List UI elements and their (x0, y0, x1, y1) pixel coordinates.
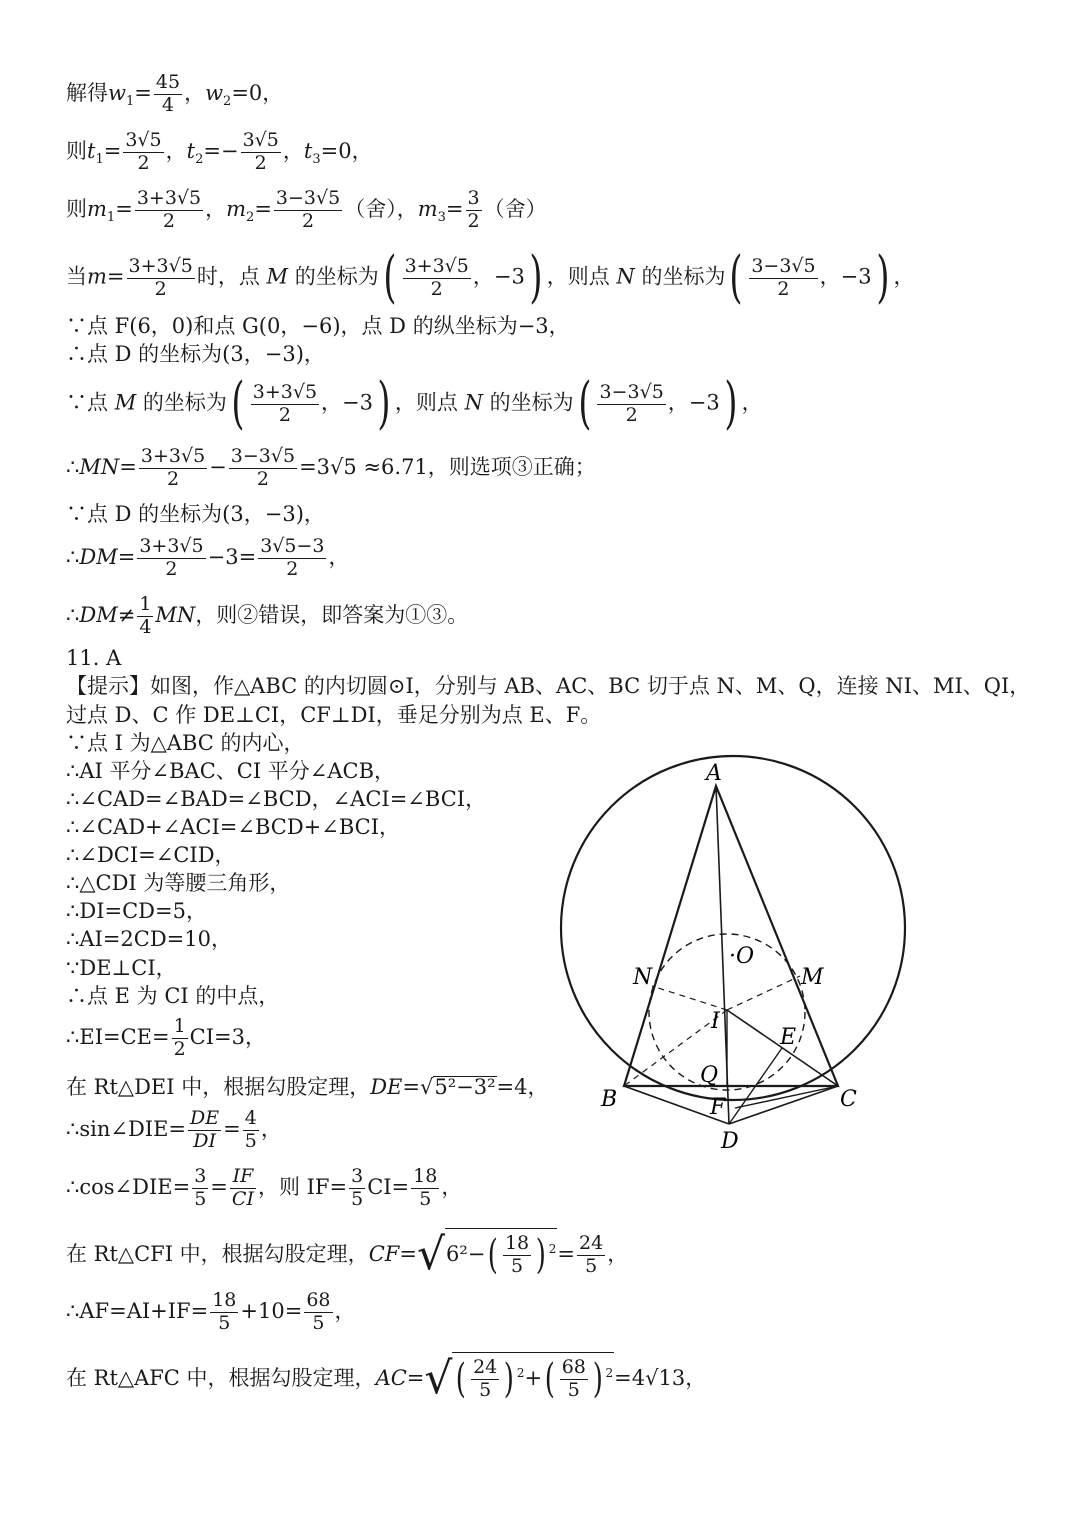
proof-line-14 (66, 1166, 462, 1211)
proof-line-7: ∴DI=CD=5， (66, 899, 207, 923)
text: 在 Rt△AFC 中，根据勾股定理， (66, 1365, 376, 1390)
numerator: 18 (212, 1289, 237, 1311)
text: 时，点 (196, 264, 260, 289)
fraction (241, 130, 281, 175)
text: = (406, 1365, 425, 1390)
denominator: 4 (139, 615, 152, 638)
proof-line-13 (66, 1108, 282, 1153)
text: =3√5 ≈6.71，则选项③正确； (299, 454, 596, 479)
text: = (402, 1075, 420, 1099)
text: ， (607, 1241, 629, 1266)
numerator: 68 (561, 1356, 586, 1378)
label-o: ·O (729, 944, 755, 969)
denominator: 2 (256, 467, 269, 490)
denominator: 5 (511, 1254, 524, 1277)
var: w (108, 80, 126, 105)
denominator: 5 (194, 1187, 207, 1210)
text: ， (741, 390, 763, 415)
numerator: 1 (173, 1015, 186, 1037)
numerator: 3+3√5 (252, 380, 318, 403)
paren: ) (535, 1232, 547, 1279)
fraction (210, 1290, 238, 1335)
solution-line-8 (66, 446, 596, 491)
fraction (503, 1233, 531, 1278)
numerator: 3+3√5 (404, 254, 469, 277)
numerator: 3 (194, 1165, 207, 1187)
fraction (243, 1108, 259, 1153)
var: N (464, 390, 483, 415)
proof-line-5: ∴∠DCI=∠CID， (66, 843, 236, 867)
text: ∴ (66, 454, 80, 479)
fraction (471, 1357, 499, 1402)
numerator: 68 (306, 1289, 331, 1311)
text: 则 (66, 138, 87, 163)
numerator: 3 (467, 187, 480, 209)
text: =0， (320, 138, 373, 163)
text: 的坐标为 (142, 390, 227, 415)
fraction (137, 594, 153, 639)
line-mi (727, 976, 800, 1010)
paren: ( (231, 371, 245, 436)
text: 当 (66, 264, 87, 289)
text: = (557, 1241, 576, 1266)
text: ，−3 (667, 390, 720, 415)
hint-line-2: 过点 D、C 作 DE⊥CI，CF⊥DI，垂足分别为点 E、F。 (66, 703, 602, 727)
paren: ) (724, 371, 738, 436)
denominator: DI (193, 1129, 216, 1152)
text: ，则点 (394, 390, 458, 415)
text: ∴EI=CE= (66, 1024, 170, 1049)
var: t (87, 138, 96, 163)
numerator: 3−3√5 (751, 254, 816, 277)
sqrt-sign: √ (416, 1229, 445, 1281)
var: MN (79, 454, 120, 479)
var: w (205, 80, 224, 105)
fraction (154, 72, 182, 117)
solution-line-11 (66, 594, 468, 639)
text: ， (165, 138, 187, 163)
subscript: 2 (246, 210, 255, 226)
denominator: 2 (162, 209, 175, 232)
denominator: 2 (286, 557, 299, 580)
numerator: 18 (504, 1232, 530, 1254)
proof-line-17 (66, 1352, 707, 1405)
text: 的坐标为 (641, 264, 726, 289)
text: ，则②错误，即答案为①③。 (195, 602, 469, 627)
paren: ( (383, 245, 397, 310)
label-a: A (706, 761, 722, 786)
numerator: IF (230, 1166, 256, 1189)
proof-line-4: ∴∠CAD+∠ACI=∠BCD+∠BCI， (66, 815, 401, 839)
text: 在 Rt△CFI 中，根据勾股定理， (66, 1241, 369, 1266)
paren: ) (529, 245, 543, 310)
var: N (616, 264, 635, 289)
var: DM (79, 602, 118, 627)
label-c: C (840, 1087, 857, 1112)
fraction (137, 536, 205, 581)
denominator: 5 (218, 1311, 231, 1334)
numerator: 3+3√5 (128, 254, 193, 277)
paren: ) (377, 371, 391, 436)
denominator: 2 (254, 151, 267, 174)
denominator: 5 (244, 1129, 257, 1152)
var: M (114, 390, 137, 415)
text: 的坐标为 (294, 264, 379, 289)
text: 在 Rt△DEI 中，根据勾股定理， (66, 1075, 371, 1099)
label-q: Q (700, 1063, 719, 1088)
numerator: 3+3√5 (136, 187, 202, 209)
text: +10= (240, 1298, 303, 1323)
text: 6²− (445, 1241, 486, 1266)
subscript: 1 (125, 94, 135, 110)
label-f: F (710, 1095, 726, 1120)
text: = (210, 1174, 228, 1199)
denominator: CI (231, 1187, 254, 1210)
denominator: 2 (137, 151, 150, 174)
text: = (103, 138, 122, 163)
denominator: 2 (467, 209, 480, 232)
denominator: 5 (479, 1378, 492, 1401)
var: AC (375, 1365, 407, 1390)
text: ， (441, 1174, 463, 1199)
subscript: 1 (106, 210, 116, 226)
denominator: 2 (430, 277, 443, 300)
paren: ) (875, 245, 890, 310)
subscript: 3 (312, 152, 321, 168)
fraction (349, 1166, 365, 1211)
solution-line-7 (66, 371, 763, 436)
fraction (274, 188, 342, 233)
fraction (411, 1166, 439, 1211)
text: =4， (496, 1075, 549, 1099)
text: ， (282, 138, 304, 163)
var: M (266, 264, 289, 289)
denominator: 2 (302, 209, 315, 232)
superscript: 2 (516, 1365, 525, 1380)
var: MN (155, 602, 196, 627)
text: CI= (367, 1174, 410, 1199)
text: ，−3 (472, 264, 525, 289)
fraction (466, 188, 482, 233)
var: m (417, 196, 438, 221)
text: ， (328, 544, 350, 569)
numerator: 3−3√5 (230, 445, 296, 467)
text: ， (893, 264, 915, 289)
proof-line-8: ∴AI=2CD=10， (66, 927, 233, 951)
text: = (399, 1241, 417, 1266)
var: m (226, 196, 247, 221)
proof-line-3: ∴∠CAD=∠BAD=∠BCD，∠ACI=∠BCI， (66, 787, 487, 811)
paren: ) (503, 1356, 515, 1403)
denominator: 5 (312, 1311, 325, 1334)
fraction (123, 130, 163, 175)
sqrt-sign: √ (424, 1353, 453, 1405)
text: = (117, 544, 136, 569)
fraction (229, 446, 297, 491)
solution-line-5: ∵点 F(6，0)和点 G(0，−6)，点 D 的纵坐标为−3， (66, 314, 570, 338)
numerator: 3 (351, 1165, 364, 1187)
var: DE (370, 1075, 403, 1099)
subscript: 2 (223, 94, 232, 110)
numerator: 3−3√5 (599, 380, 664, 403)
fraction (135, 188, 203, 233)
text: ∴ (66, 602, 80, 627)
proof-line-1: ∵点 I 为△ABC 的内心， (66, 731, 305, 755)
subscript: 3 (437, 210, 446, 226)
fraction (577, 1233, 605, 1278)
text: ∴cos∠DIE= (66, 1174, 191, 1199)
label-e: E (780, 1025, 797, 1050)
paren: ( (544, 1356, 555, 1403)
radicand: 5²−3² (434, 1075, 496, 1099)
denominator: 2 (625, 403, 638, 426)
fraction (403, 256, 471, 301)
circumcircle (561, 756, 905, 1100)
numerator: 1 (139, 593, 152, 615)
label-n: N (633, 965, 653, 990)
proof-line-16 (66, 1290, 356, 1335)
text: = (254, 196, 272, 221)
solution-line-10 (66, 536, 349, 581)
text: ∵点 (66, 390, 108, 415)
text: ∴AF=AI+IF= (66, 1298, 209, 1323)
text: ，则 IF= (257, 1174, 348, 1199)
denominator: 2 (166, 467, 180, 490)
text: =0， (231, 80, 284, 105)
text: ∴ (66, 544, 80, 569)
sqrt-sign: √ (420, 1075, 434, 1099)
text: 的坐标为 (489, 390, 574, 415)
text: = (115, 196, 133, 221)
triangle-abc (624, 786, 838, 1086)
paren: ( (456, 1356, 467, 1403)
text: ，−3 (321, 390, 374, 415)
fraction (139, 446, 207, 491)
paren: ( (577, 371, 592, 436)
text: ，−3 (819, 264, 872, 289)
numerator: 3√5−3 (260, 535, 325, 557)
paren: ( (729, 245, 743, 310)
superscript: 2 (605, 1365, 614, 1380)
proof-line-15 (66, 1228, 629, 1281)
denominator: 5 (585, 1254, 598, 1277)
text: CI=3， (189, 1024, 266, 1049)
superscript: 2 (548, 1241, 557, 1256)
proof-line-10: ∴点 E 为 CI 的中点， (66, 984, 280, 1008)
text: ≠ (117, 602, 136, 627)
numerator: 3√5 (125, 129, 162, 151)
radicand (452, 1352, 614, 1402)
label-i: I (711, 1009, 720, 1034)
denominator: 2 (278, 403, 291, 426)
line-ni (652, 986, 727, 1010)
var: m (87, 196, 107, 221)
text: + (524, 1365, 543, 1390)
text: 则 (66, 196, 87, 221)
text: = (445, 196, 464, 221)
numerator: 4 (244, 1107, 257, 1129)
proof-line-11 (66, 1016, 266, 1061)
text: = (106, 264, 125, 289)
solution-line-4 (66, 245, 915, 310)
text: = (134, 80, 152, 105)
text: ， (334, 1298, 356, 1323)
denominator: 4 (161, 93, 175, 116)
fraction (230, 1166, 256, 1211)
text: （舍）， (344, 196, 418, 221)
text: ∴sin∠DIE= (66, 1116, 187, 1141)
fraction (560, 1357, 588, 1402)
text: −3= (207, 544, 257, 569)
denominator: 2 (173, 1037, 186, 1060)
text: ， (205, 196, 227, 221)
fraction (172, 1016, 188, 1061)
var: t (186, 138, 196, 163)
proof-line-12 (66, 1076, 549, 1098)
geometry-figure (540, 748, 940, 1158)
fraction (251, 382, 319, 427)
hint-line-1: 【提示】如图，作△ABC 的内切圆⊙I，分别与 AB、AC、BC 切于点 N、M、Q，连接 NI、MI、QI， (66, 674, 1031, 698)
numerator: DE (190, 1107, 220, 1129)
label-b: B (601, 1087, 618, 1112)
answer-heading: 11. A (66, 646, 122, 670)
solution-line-9: ∵点 D 的坐标为(3，−3)， (66, 502, 325, 526)
fraction (188, 1108, 221, 1153)
fraction (258, 536, 326, 581)
numerator: 3−3√5 (275, 187, 341, 209)
denominator: 5 (419, 1187, 432, 1210)
proof-line-9: ∵DE⊥CI， (66, 956, 177, 980)
radicand (445, 1228, 557, 1278)
var: t (303, 138, 313, 163)
solution-line-2 (66, 130, 373, 175)
numerator: 45 (155, 71, 181, 93)
fraction (304, 1290, 332, 1335)
numerator: 3+3√5 (139, 535, 204, 557)
numerator: 3+3√5 (140, 445, 206, 467)
text: − (209, 454, 227, 479)
text: = (119, 454, 137, 479)
text: ，则点 (546, 264, 610, 289)
denominator: 5 (567, 1378, 580, 1401)
var: CF (368, 1241, 400, 1266)
numerator: 24 (473, 1356, 498, 1378)
numerator: 18 (413, 1165, 438, 1187)
text: =− (203, 138, 239, 163)
denominator: 2 (777, 277, 790, 300)
fraction (749, 256, 817, 301)
solution-line-6: ∴点 D 的坐标为(3，−3)， (66, 342, 325, 366)
text: = (223, 1116, 241, 1141)
numerator: 3√5 (242, 129, 279, 151)
var: m (87, 264, 107, 289)
denominator: 2 (154, 277, 167, 300)
fraction (192, 1166, 208, 1211)
proof-line-6: ∴△CDI 为等腰三角形， (66, 871, 291, 895)
fraction (127, 256, 195, 301)
denominator: 5 (351, 1187, 364, 1210)
var: DM (79, 544, 118, 569)
denominator: 2 (165, 557, 178, 580)
solution-line-1 (66, 72, 283, 117)
paren: ) (592, 1356, 603, 1403)
text: （舍） (483, 196, 547, 221)
fraction (597, 382, 665, 427)
text: 解得 (66, 80, 108, 105)
label-m: M (801, 965, 824, 990)
subscript: 2 (195, 152, 204, 168)
subscript: 1 (95, 152, 104, 168)
paren: ( (488, 1232, 499, 1279)
label-d: D (721, 1129, 739, 1154)
numerator: 24 (579, 1232, 604, 1254)
solution-line-3 (66, 188, 547, 233)
proof-line-2: ∴AI 平分∠BAC、CI 平分∠ACB， (66, 759, 396, 783)
text: ， (184, 80, 206, 105)
text: =4√13， (614, 1365, 707, 1390)
text: ， (260, 1116, 282, 1141)
